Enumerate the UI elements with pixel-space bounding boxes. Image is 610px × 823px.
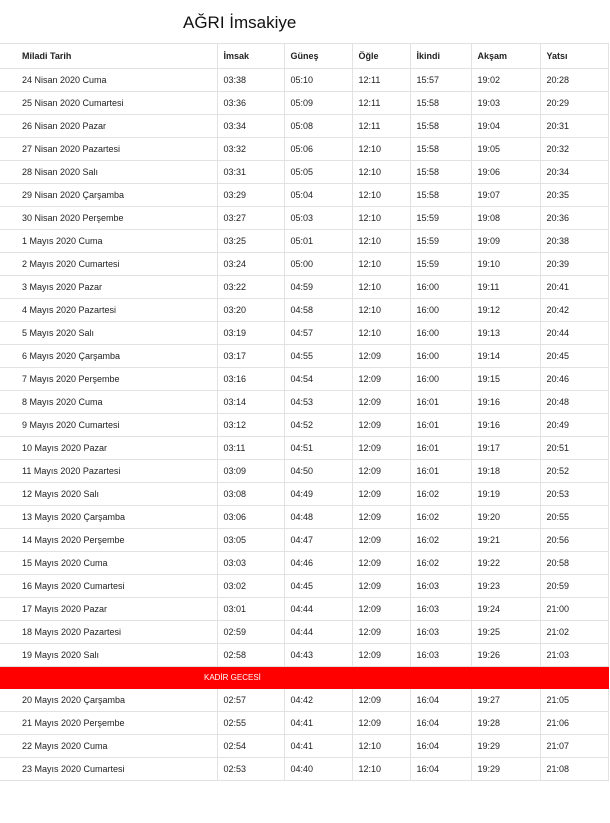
special-label: KADİR GECESİ — [0, 667, 608, 689]
prayer-times-table — [0, 43, 609, 781]
gunes-cell: 04:41 — [284, 712, 352, 735]
ogle-cell: 12:09 — [352, 483, 410, 506]
yatsi-cell: 20:58 — [540, 552, 608, 575]
ogle-cell: 12:10 — [352, 138, 410, 161]
ogle-cell: 12:09 — [352, 506, 410, 529]
ikindi-cell: 16:01 — [410, 414, 471, 437]
gunes-cell: 05:00 — [284, 253, 352, 276]
kadir-gecesi-row — [0, 667, 608, 689]
yatsi-cell: 20:44 — [540, 322, 608, 345]
date-cell: 30 Nisan 2020 Perşembe — [0, 207, 217, 230]
date-cell: 16 Mayıs 2020 Cumartesi — [0, 575, 217, 598]
ogle-cell: 12:10 — [352, 184, 410, 207]
ogle-cell: 12:10 — [352, 735, 410, 758]
aksam-cell: 19:17 — [471, 437, 540, 460]
ogle-cell: 12:09 — [352, 437, 410, 460]
ikindi-cell: 16:00 — [410, 368, 471, 391]
yatsi-cell: 20:39 — [540, 253, 608, 276]
date-cell: 19 Mayıs 2020 Salı — [0, 644, 217, 667]
imsak-cell: 03:24 — [217, 253, 284, 276]
yatsi-cell: 20:59 — [540, 575, 608, 598]
ogle-cell: 12:09 — [352, 552, 410, 575]
date-cell: 20 Mayıs 2020 Çarşamba — [0, 689, 217, 712]
aksam-cell: 19:28 — [471, 712, 540, 735]
imsak-cell: 03:16 — [217, 368, 284, 391]
yatsi-cell: 21:02 — [540, 621, 608, 644]
yatsi-cell: 20:35 — [540, 184, 608, 207]
imsak-cell: 03:03 — [217, 552, 284, 575]
yatsi-cell: 21:06 — [540, 712, 608, 735]
yatsi-cell: 20:45 — [540, 345, 608, 368]
yatsi-cell: 20:52 — [540, 460, 608, 483]
date-cell: 18 Mayıs 2020 Pazartesi — [0, 621, 217, 644]
imsak-cell: 03:02 — [217, 575, 284, 598]
ikindi-cell: 15:59 — [410, 253, 471, 276]
gunes-cell: 04:49 — [284, 483, 352, 506]
gunes-cell: 04:58 — [284, 299, 352, 322]
yatsi-cell: 20:55 — [540, 506, 608, 529]
gunes-cell: 05:01 — [284, 230, 352, 253]
gunes-cell: 04:57 — [284, 322, 352, 345]
imsak-cell: 03:29 — [217, 184, 284, 207]
imsak-cell: 03:36 — [217, 92, 284, 115]
header-yatsi: Yatsı — [540, 44, 608, 69]
table-row — [0, 529, 608, 552]
aksam-cell: 19:10 — [471, 253, 540, 276]
yatsi-cell: 20:28 — [540, 69, 608, 92]
imsak-cell: 02:55 — [217, 712, 284, 735]
ikindi-cell: 16:04 — [410, 758, 471, 781]
ogle-cell: 12:09 — [352, 598, 410, 621]
imsak-cell: 03:09 — [217, 460, 284, 483]
table-row — [0, 230, 608, 253]
yatsi-cell: 20:46 — [540, 368, 608, 391]
imsak-cell: 03:38 — [217, 69, 284, 92]
aksam-cell: 19:12 — [471, 299, 540, 322]
ikindi-cell: 16:03 — [410, 575, 471, 598]
date-cell: 24 Nisan 2020 Cuma — [0, 69, 217, 92]
date-cell: 15 Mayıs 2020 Cuma — [0, 552, 217, 575]
date-cell: 22 Mayıs 2020 Cuma — [0, 735, 217, 758]
ogle-cell: 12:11 — [352, 69, 410, 92]
aksam-cell: 19:18 — [471, 460, 540, 483]
aksam-cell: 19:03 — [471, 92, 540, 115]
date-cell: 1 Mayıs 2020 Cuma — [0, 230, 217, 253]
date-cell: 25 Nisan 2020 Cumartesi — [0, 92, 217, 115]
table-row — [0, 368, 608, 391]
date-cell: 21 Mayıs 2020 Perşembe — [0, 712, 217, 735]
aksam-cell: 19:27 — [471, 689, 540, 712]
gunes-cell: 04:42 — [284, 689, 352, 712]
gunes-cell: 04:50 — [284, 460, 352, 483]
ikindi-cell: 16:03 — [410, 644, 471, 667]
ikindi-cell: 16:02 — [410, 552, 471, 575]
yatsi-cell: 20:56 — [540, 529, 608, 552]
ikindi-cell: 16:04 — [410, 712, 471, 735]
imsak-cell: 02:57 — [217, 689, 284, 712]
table-header-row — [0, 44, 608, 69]
ogle-cell: 12:11 — [352, 92, 410, 115]
ikindi-cell: 15:58 — [410, 138, 471, 161]
header-imsak: İmsak — [217, 44, 284, 69]
table-row — [0, 735, 608, 758]
table-row — [0, 598, 608, 621]
table-row — [0, 345, 608, 368]
table-row — [0, 758, 608, 781]
table-row — [0, 689, 608, 712]
date-cell: 27 Nisan 2020 Pazartesi — [0, 138, 217, 161]
aksam-cell: 19:25 — [471, 621, 540, 644]
aksam-cell: 19:21 — [471, 529, 540, 552]
aksam-cell: 19:20 — [471, 506, 540, 529]
date-cell: 10 Mayıs 2020 Pazar — [0, 437, 217, 460]
gunes-cell: 05:06 — [284, 138, 352, 161]
table-row — [0, 207, 608, 230]
gunes-cell: 04:53 — [284, 391, 352, 414]
table-row — [0, 644, 608, 667]
table-row — [0, 322, 608, 345]
imsak-cell: 03:06 — [217, 506, 284, 529]
ikindi-cell: 16:01 — [410, 391, 471, 414]
yatsi-cell: 20:41 — [540, 276, 608, 299]
gunes-cell: 04:54 — [284, 368, 352, 391]
gunes-cell: 04:45 — [284, 575, 352, 598]
yatsi-cell: 20:32 — [540, 138, 608, 161]
yatsi-cell: 21:00 — [540, 598, 608, 621]
ogle-cell: 12:10 — [352, 161, 410, 184]
ogle-cell: 12:09 — [352, 575, 410, 598]
header-ogle: Öğle — [352, 44, 410, 69]
ogle-cell: 12:09 — [352, 621, 410, 644]
imsak-cell: 03:08 — [217, 483, 284, 506]
date-cell: 6 Mayıs 2020 Çarşamba — [0, 345, 217, 368]
date-cell: 4 Mayıs 2020 Pazartesi — [0, 299, 217, 322]
imsak-cell: 03:14 — [217, 391, 284, 414]
ikindi-cell: 16:00 — [410, 299, 471, 322]
aksam-cell: 19:07 — [471, 184, 540, 207]
imsak-cell: 03:05 — [217, 529, 284, 552]
table-row — [0, 483, 608, 506]
table-row — [0, 437, 608, 460]
ogle-cell: 12:09 — [352, 644, 410, 667]
ikindi-cell: 16:04 — [410, 735, 471, 758]
yatsi-cell: 21:03 — [540, 644, 608, 667]
imsak-cell: 03:17 — [217, 345, 284, 368]
gunes-cell: 05:08 — [284, 115, 352, 138]
ikindi-cell: 16:00 — [410, 322, 471, 345]
gunes-cell: 04:48 — [284, 506, 352, 529]
ogle-cell: 12:11 — [352, 115, 410, 138]
ogle-cell: 12:09 — [352, 529, 410, 552]
imsak-cell: 03:12 — [217, 414, 284, 437]
date-cell: 11 Mayıs 2020 Pazartesi — [0, 460, 217, 483]
aksam-cell: 19:05 — [471, 138, 540, 161]
table-row — [0, 161, 608, 184]
yatsi-cell: 20:51 — [540, 437, 608, 460]
aksam-cell: 19:29 — [471, 735, 540, 758]
table-row — [0, 299, 608, 322]
header-ikindi: İkindi — [410, 44, 471, 69]
table-row — [0, 138, 608, 161]
ogle-cell: 12:10 — [352, 758, 410, 781]
table-row — [0, 460, 608, 483]
date-cell: 17 Mayıs 2020 Pazar — [0, 598, 217, 621]
date-cell: 7 Mayıs 2020 Perşembe — [0, 368, 217, 391]
yatsi-cell: 20:29 — [540, 92, 608, 115]
imsak-cell: 03:27 — [217, 207, 284, 230]
imsak-cell: 03:19 — [217, 322, 284, 345]
ikindi-cell: 15:59 — [410, 207, 471, 230]
ikindi-cell: 16:00 — [410, 276, 471, 299]
gunes-cell: 04:59 — [284, 276, 352, 299]
imsak-cell: 03:01 — [217, 598, 284, 621]
ikindi-cell: 15:59 — [410, 230, 471, 253]
table-row — [0, 92, 608, 115]
aksam-cell: 19:15 — [471, 368, 540, 391]
imsak-cell: 03:11 — [217, 437, 284, 460]
date-cell: 12 Mayıs 2020 Salı — [0, 483, 217, 506]
ikindi-cell: 15:58 — [410, 115, 471, 138]
imsak-cell: 02:53 — [217, 758, 284, 781]
date-cell: 26 Nisan 2020 Pazar — [0, 115, 217, 138]
gunes-cell: 04:47 — [284, 529, 352, 552]
aksam-cell: 19:29 — [471, 758, 540, 781]
aksam-cell: 19:26 — [471, 644, 540, 667]
imsak-cell: 02:58 — [217, 644, 284, 667]
aksam-cell: 19:13 — [471, 322, 540, 345]
header-date: Miladi Tarih — [0, 44, 217, 69]
yatsi-cell: 20:36 — [540, 207, 608, 230]
ikindi-cell: 15:57 — [410, 69, 471, 92]
aksam-cell: 19:06 — [471, 161, 540, 184]
ogle-cell: 12:10 — [352, 299, 410, 322]
header-gunes: Güneş — [284, 44, 352, 69]
yatsi-cell: 20:53 — [540, 483, 608, 506]
gunes-cell: 05:10 — [284, 69, 352, 92]
table-row — [0, 115, 608, 138]
imsak-cell: 03:25 — [217, 230, 284, 253]
gunes-cell: 04:40 — [284, 758, 352, 781]
aksam-cell: 19:22 — [471, 552, 540, 575]
table-row — [0, 414, 608, 437]
ogle-cell: 12:10 — [352, 207, 410, 230]
table-row — [0, 276, 608, 299]
aksam-cell: 19:24 — [471, 598, 540, 621]
date-cell: 14 Mayıs 2020 Perşembe — [0, 529, 217, 552]
date-cell: 5 Mayıs 2020 Salı — [0, 322, 217, 345]
ogle-cell: 12:09 — [352, 345, 410, 368]
ogle-cell: 12:10 — [352, 230, 410, 253]
gunes-cell: 04:44 — [284, 598, 352, 621]
table-row — [0, 712, 608, 735]
date-cell: 29 Nisan 2020 Çarşamba — [0, 184, 217, 207]
yatsi-cell: 21:08 — [540, 758, 608, 781]
yatsi-cell: 20:34 — [540, 161, 608, 184]
imsak-cell: 03:34 — [217, 115, 284, 138]
imsak-cell: 02:59 — [217, 621, 284, 644]
ogle-cell: 12:09 — [352, 712, 410, 735]
ogle-cell: 12:10 — [352, 253, 410, 276]
date-cell: 2 Mayıs 2020 Cumartesi — [0, 253, 217, 276]
gunes-cell: 05:04 — [284, 184, 352, 207]
aksam-cell: 19:16 — [471, 414, 540, 437]
date-cell: 9 Mayıs 2020 Cumartesi — [0, 414, 217, 437]
yatsi-cell: 20:48 — [540, 391, 608, 414]
aksam-cell: 19:16 — [471, 391, 540, 414]
ogle-cell: 12:10 — [352, 276, 410, 299]
gunes-cell: 04:55 — [284, 345, 352, 368]
ogle-cell: 12:09 — [352, 689, 410, 712]
table-row — [0, 391, 608, 414]
header-aksam: Akşam — [471, 44, 540, 69]
date-cell: 8 Mayıs 2020 Cuma — [0, 391, 217, 414]
ogle-cell: 12:09 — [352, 460, 410, 483]
aksam-cell: 19:04 — [471, 115, 540, 138]
date-cell: 23 Mayıs 2020 Cumartesi — [0, 758, 217, 781]
table-row — [0, 506, 608, 529]
ikindi-cell: 16:03 — [410, 598, 471, 621]
ikindi-cell: 15:58 — [410, 184, 471, 207]
aksam-cell: 19:23 — [471, 575, 540, 598]
gunes-cell: 04:44 — [284, 621, 352, 644]
ikindi-cell: 16:02 — [410, 483, 471, 506]
table-row — [0, 253, 608, 276]
gunes-cell: 04:41 — [284, 735, 352, 758]
ikindi-cell: 16:01 — [410, 460, 471, 483]
gunes-cell: 04:52 — [284, 414, 352, 437]
imsak-cell: 03:32 — [217, 138, 284, 161]
table-row — [0, 184, 608, 207]
aksam-cell: 19:02 — [471, 69, 540, 92]
yatsi-cell: 21:05 — [540, 689, 608, 712]
ikindi-cell: 15:58 — [410, 161, 471, 184]
aksam-cell: 19:11 — [471, 276, 540, 299]
imsak-cell: 03:31 — [217, 161, 284, 184]
ikindi-cell: 16:00 — [410, 345, 471, 368]
yatsi-cell: 20:31 — [540, 115, 608, 138]
date-cell: 13 Mayıs 2020 Çarşamba — [0, 506, 217, 529]
ikindi-cell: 16:02 — [410, 506, 471, 529]
imsak-cell: 02:54 — [217, 735, 284, 758]
table-row — [0, 552, 608, 575]
gunes-cell: 04:51 — [284, 437, 352, 460]
table-body — [0, 69, 608, 781]
gunes-cell: 04:46 — [284, 552, 352, 575]
yatsi-cell: 20:42 — [540, 299, 608, 322]
gunes-cell: 05:09 — [284, 92, 352, 115]
imsak-cell: 03:22 — [217, 276, 284, 299]
date-cell: 28 Nisan 2020 Salı — [0, 161, 217, 184]
ikindi-cell: 16:04 — [410, 689, 471, 712]
gunes-cell: 05:03 — [284, 207, 352, 230]
ogle-cell: 12:09 — [352, 414, 410, 437]
aksam-cell: 19:08 — [471, 207, 540, 230]
ikindi-cell: 16:02 — [410, 529, 471, 552]
aksam-cell: 19:19 — [471, 483, 540, 506]
gunes-cell: 04:43 — [284, 644, 352, 667]
ogle-cell: 12:09 — [352, 368, 410, 391]
ogle-cell: 12:10 — [352, 322, 410, 345]
table-row — [0, 575, 608, 598]
ogle-cell: 12:09 — [352, 391, 410, 414]
gunes-cell: 05:05 — [284, 161, 352, 184]
aksam-cell: 19:09 — [471, 230, 540, 253]
imsak-cell: 03:20 — [217, 299, 284, 322]
yatsi-cell: 21:07 — [540, 735, 608, 758]
yatsi-cell: 20:49 — [540, 414, 608, 437]
table-row — [0, 69, 608, 92]
ikindi-cell: 16:03 — [410, 621, 471, 644]
date-cell: 3 Mayıs 2020 Pazar — [0, 276, 217, 299]
yatsi-cell: 20:38 — [540, 230, 608, 253]
page-title: AĞRI İmsakiye — [183, 13, 297, 32]
ikindi-cell: 15:58 — [410, 92, 471, 115]
ikindi-cell: 16:01 — [410, 437, 471, 460]
table-row — [0, 621, 608, 644]
aksam-cell: 19:14 — [471, 345, 540, 368]
